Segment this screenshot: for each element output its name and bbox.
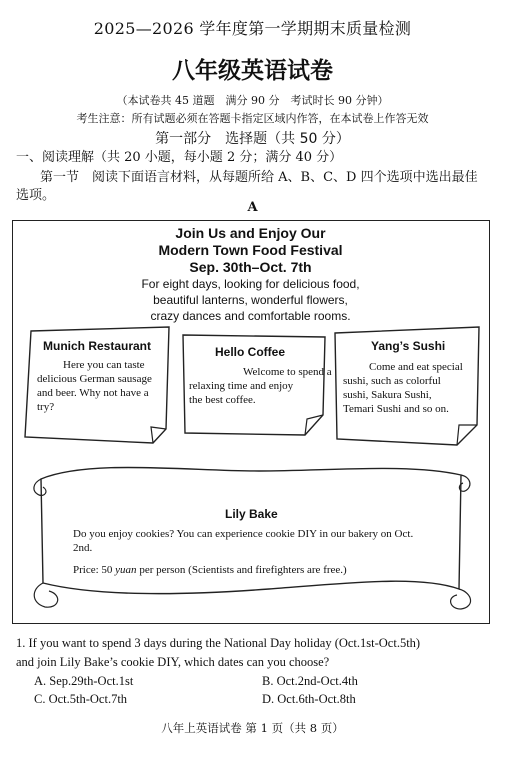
exam-info: （本试卷共 45 道题 满分 90 分 考试时长 90 分钟）: [116, 94, 389, 107]
sushi-line4: Temari Sushi and so on.: [343, 403, 449, 415]
sushi-line1: Come and eat special: [369, 361, 463, 373]
poster-desc-line3: crazy dances and comfortable rooms.: [150, 309, 351, 323]
price-unit: yuan: [115, 564, 137, 576]
poster-title-line1: Join Us and Enjoy Our: [175, 225, 326, 241]
price-suffix: per person (Scientists and firefighters are free.): [136, 564, 347, 576]
exam-notice: 考生注意：所有试题必须在答题卡指定区域内作答，在本试卷上作答无效: [76, 112, 429, 125]
lily-bake-title: Lily Bake: [225, 507, 278, 521]
munich-line3: and beer. Why not have a: [37, 387, 149, 399]
munich-line1: Here you can taste: [63, 359, 145, 371]
exam-subject-title: 八年级英语试卷: [172, 58, 333, 84]
question-1-option-a[interactable]: A. Sep.29th-Oct.1st: [34, 674, 134, 688]
page-footer: 八年上英语试卷 第 1 页（共 8 页）: [161, 721, 344, 735]
coffee-line2: relaxing time and enjoy: [189, 380, 294, 392]
munich-line2: delicious German sausage: [37, 373, 152, 385]
poster-title-line2: Modern Town Food Festival: [158, 242, 343, 258]
munich-title: Munich Restaurant: [43, 339, 152, 353]
coffee-line1: Welcome to spend a: [243, 366, 332, 378]
poster-desc-line1: For eight days, looking for delicious food,: [141, 277, 360, 291]
poster-date: Sep. 30th–Oct. 7th: [189, 259, 312, 275]
lily-bake-line2: 2nd.: [73, 542, 93, 554]
sushi-title: Yang’s Sushi: [371, 339, 446, 353]
coffee-line3: the best coffee.: [189, 394, 256, 406]
sushi-line2: sushi, such as colorful: [343, 375, 441, 387]
question-1-option-c[interactable]: C. Oct.5th-Oct.7th: [34, 692, 128, 706]
question-1-option-d[interactable]: D. Oct.6th-Oct.8th: [262, 692, 356, 706]
part-one-title: 第一部分 选择题（共 50 分）: [155, 131, 350, 147]
section-heading: 一、阅读理解（共 20 小题，每小题 2 分；满分 40 分）: [16, 150, 343, 165]
festival-poster: [12, 220, 490, 624]
subsection-instruction-line2: 选项。: [16, 188, 56, 203]
subsection-instruction-line1: 第一节 阅读下面语言材料，从每题所给 A、B、C、D 四个选项中选出最佳: [40, 170, 478, 185]
poster-desc-line2: beautiful lanterns, wonderful flowers,: [153, 293, 348, 307]
question-1-line2: and join Lily Bake’s cookie DIY, which dates can you choose?: [16, 655, 330, 669]
lily-bake-line1: Do you enjoy cookies? You can experience cookie DIY in our bakery on Oct.: [73, 528, 414, 540]
lily-bake-price: [73, 563, 347, 577]
question-1-option-b[interactable]: B. Oct.2nd-Oct.4th: [262, 674, 358, 688]
munich-line4: try?: [37, 401, 55, 413]
sushi-line3: sushi, Sakura Sushi,: [343, 389, 432, 401]
passage-letter: A: [247, 200, 258, 215]
question-1-line1: 1. If you want to spend 3 days during the National Day holiday (Oct.1st-Oct.5th): [16, 636, 421, 650]
exam-year-title: 2025—2026 学年度第一学期期末质量检测: [93, 19, 412, 38]
coffee-title: Hello Coffee: [215, 345, 286, 359]
price-prefix: Price: 50: [73, 564, 116, 576]
